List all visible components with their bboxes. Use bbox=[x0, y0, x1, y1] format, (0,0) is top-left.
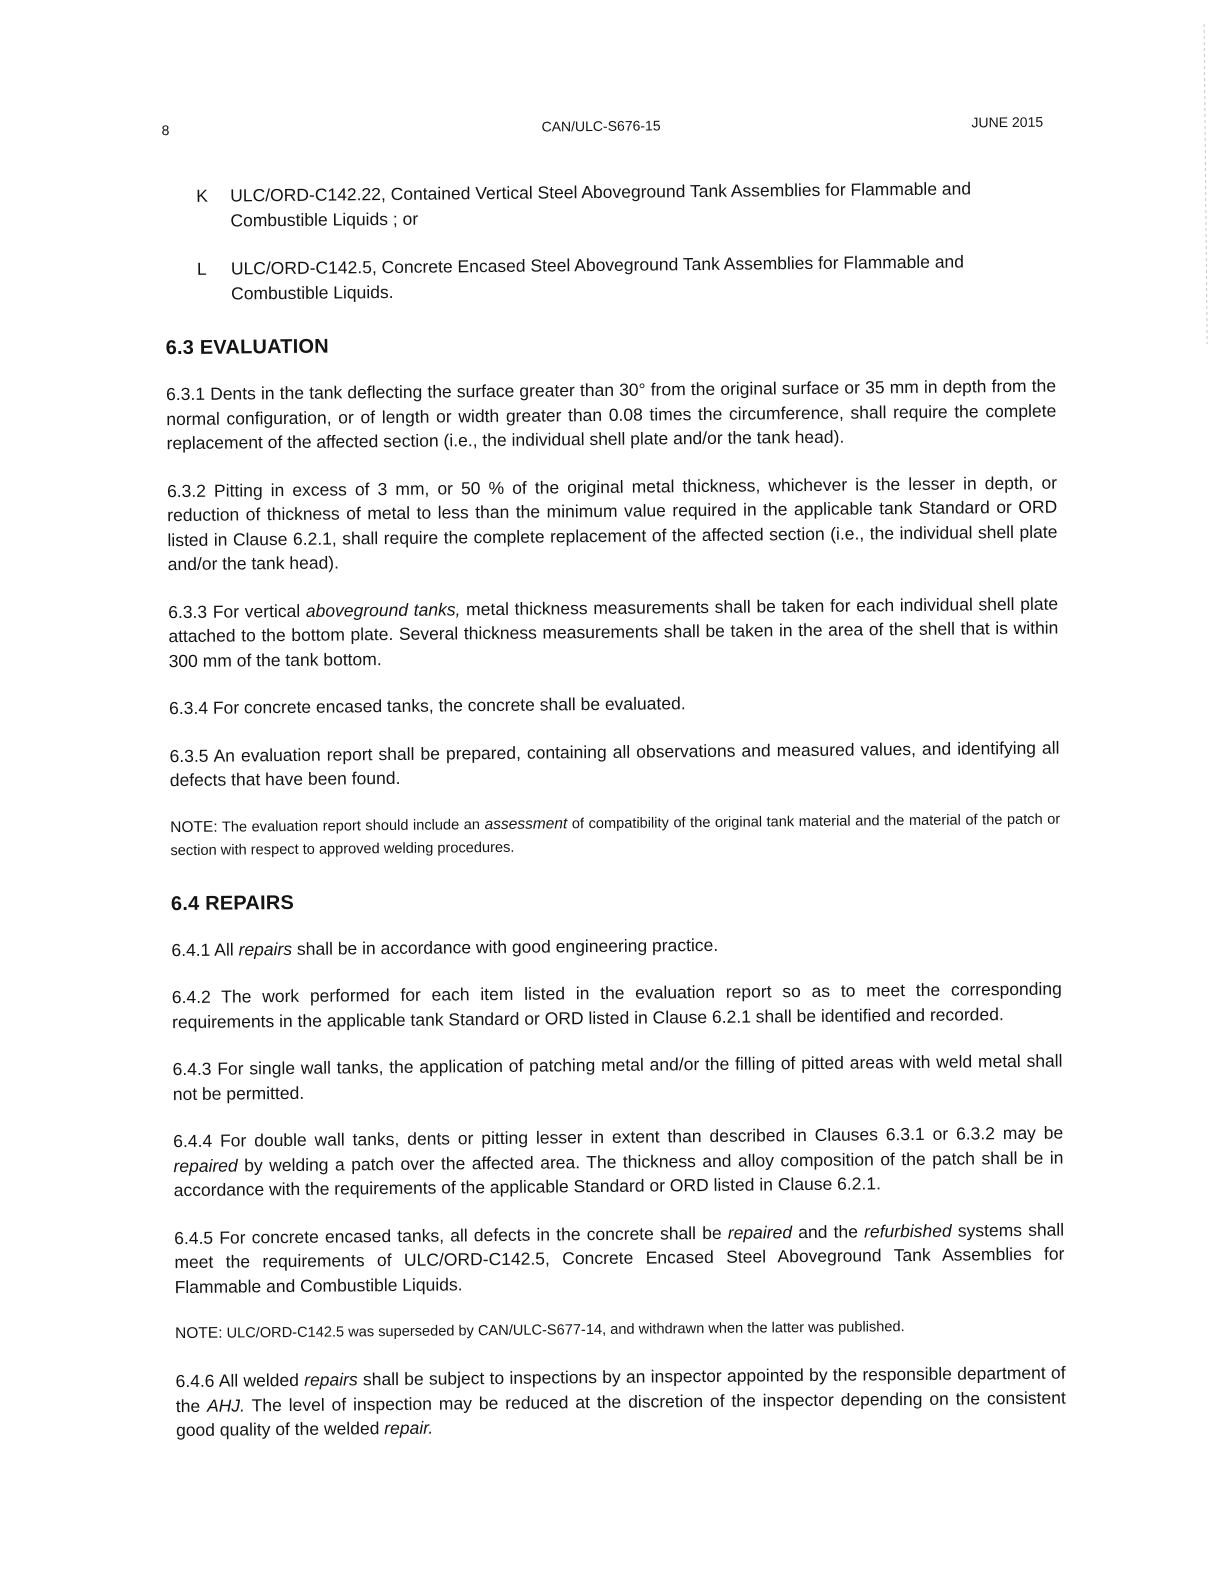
note-label: NOTE: bbox=[170, 818, 218, 836]
clause-6-3-5: 6.3.5 An evaluation report shall be prepared, containing all observations and measured values, and identifying all defects that have been found. bbox=[169, 737, 1060, 791]
clause-6-3-4: 6.3.4 For concrete encased tanks, the concrete shall be evaluated. bbox=[169, 693, 686, 719]
clause-text: metal thickness measurements shall be taken for each individual shell plate attached to the bottom plate. Several thickness measurements shall be taken in the area of the shell that is within 300 mm of the tank bottom. bbox=[168, 593, 1059, 671]
defined-term: repairs bbox=[238, 938, 293, 959]
clause-text: shall be in accordance with good engineering practice. bbox=[291, 934, 719, 959]
list-item-text: ULC/ORD-C142.22, Contained Vertical Steel Aboveground Tank Assemblies for Flammable and Combustible Liquids ; or bbox=[230, 178, 972, 231]
defined-term: repaired bbox=[727, 1221, 793, 1243]
page-body bbox=[164, 176, 1066, 1466]
clause-text: 6.4.1 All bbox=[171, 938, 239, 960]
note-label: NOTE: bbox=[175, 1324, 223, 1343]
list-letter: K bbox=[196, 185, 208, 206]
list-letter: L bbox=[196, 258, 207, 279]
note-text: ULC/ORD-C142.5 was superseded by CAN/ULC-S677-14, and withdrawn when the latter was published. bbox=[222, 1319, 905, 1342]
section-heading-repairs: 6.4 REPAIRS bbox=[170, 891, 295, 915]
evaluation-note bbox=[170, 807, 1060, 863]
defined-term: aboveground tanks, bbox=[305, 598, 461, 621]
defined-term: repairs bbox=[304, 1369, 358, 1390]
clause-6-4-5 bbox=[174, 1217, 1065, 1299]
defined-term: AHJ. bbox=[206, 1394, 246, 1416]
clause-text: The level of inspection may be reduced at the discretion of the inspector depending on the consistent good quality of the welded bbox=[175, 1387, 1066, 1441]
clause-text: shall be subject to inspections by an inspector appointed by the responsible department of the bbox=[175, 1362, 1066, 1416]
note-text: The evaluation report should include an bbox=[217, 816, 485, 836]
clause-6-4-1 bbox=[171, 929, 1061, 962]
section-heading-evaluation: 6.3 EVALUATION bbox=[165, 335, 329, 360]
list-item-l bbox=[165, 249, 1055, 308]
page-number: 8 bbox=[161, 122, 170, 139]
defined-term: repair. bbox=[384, 1417, 434, 1439]
note-text: of compatibility of the original tank material and the material of the patch or section with respect to approved welding procedures. bbox=[170, 811, 1061, 859]
document-date: JUNE 2015 bbox=[971, 113, 1044, 131]
clause-text: 6.4.4 For double wall tanks, dents or pitting lesser in extent than described in Clauses 6.3.1 or 6.3.2 may be bbox=[173, 1122, 1064, 1152]
list-item-text: ULC/ORD-C142.5, Concrete Encased Steel Aboveground Tank Assemblies for Flammable and Combustible Liquids. bbox=[230, 251, 965, 304]
defined-term: refurbished bbox=[863, 1220, 952, 1241]
clause-6-4-2: 6.4.2 The work performed for each item listed in the evaluation report so as to meet the corresponding requirements in the applicable tank Standard or ORD listed in Clause 6.2.1 shall be identified and recorded. bbox=[171, 978, 1062, 1032]
scan-edge-mark bbox=[1204, 24, 1208, 344]
clause-text: by welding a patch over the affected area. The thickness and alloy composition of the patch shall be in accordance with the requirements of the applicable Standard or ORD listed in Clause 6.2.1. bbox=[173, 1147, 1064, 1201]
clause-6-3-3 bbox=[168, 591, 1059, 673]
defined-term: assessment bbox=[484, 814, 568, 833]
clause-text: 6.3.3 For vertical bbox=[168, 600, 306, 622]
clause-text: and the bbox=[791, 1220, 865, 1242]
clause-text: 6.4.5 For concrete encased tanks, all defects in the concrete shall be bbox=[174, 1222, 728, 1248]
clause-6-4-6 bbox=[175, 1361, 1066, 1443]
clause-6-3-1: 6.3.1 Dents in the tank deflecting the surface greater than 30° from the original surface or 35 mm in depth from the normal configuration, or of length or width greater than 0.08 times the circumference, shall require the complete replacement of the affected section (i.e., the individual shell plate and/or the tank head). bbox=[165, 375, 1057, 454]
clause-6-4-3: 6.4.3 For single wall tanks, the application of patching metal and/or the filling of pitted areas with weld metal shall not be permitted. bbox=[172, 1050, 1063, 1104]
document-id: CAN/ULC-S676-15 bbox=[541, 117, 661, 135]
clause-text: systems shall meet the requirements of ULC/ORD-C142.5, Concrete Encased Steel Aboveground Tank Assemblies for Flammable and Combustible Liquids. bbox=[174, 1219, 1065, 1297]
defined-term: repaired bbox=[173, 1154, 238, 1176]
clause-6-4-4 bbox=[173, 1121, 1064, 1203]
repairs-note bbox=[175, 1314, 1065, 1347]
list-item-k bbox=[164, 176, 1054, 235]
clause-6-3-2: 6.3.2 Pitting in excess of 3 mm, or 50 % of the original metal thickness, whichever is the lesser in depth, or reduction of thickness of metal to less than the minimum value required in the applicable tank Standard or ORD listed in Clause 6.2.1, shall require the complete replacement of the affected section (i.e., the individual shell plate and/or the tank head). bbox=[166, 472, 1058, 575]
clause-text: 6.4.6 All welded bbox=[175, 1369, 305, 1392]
